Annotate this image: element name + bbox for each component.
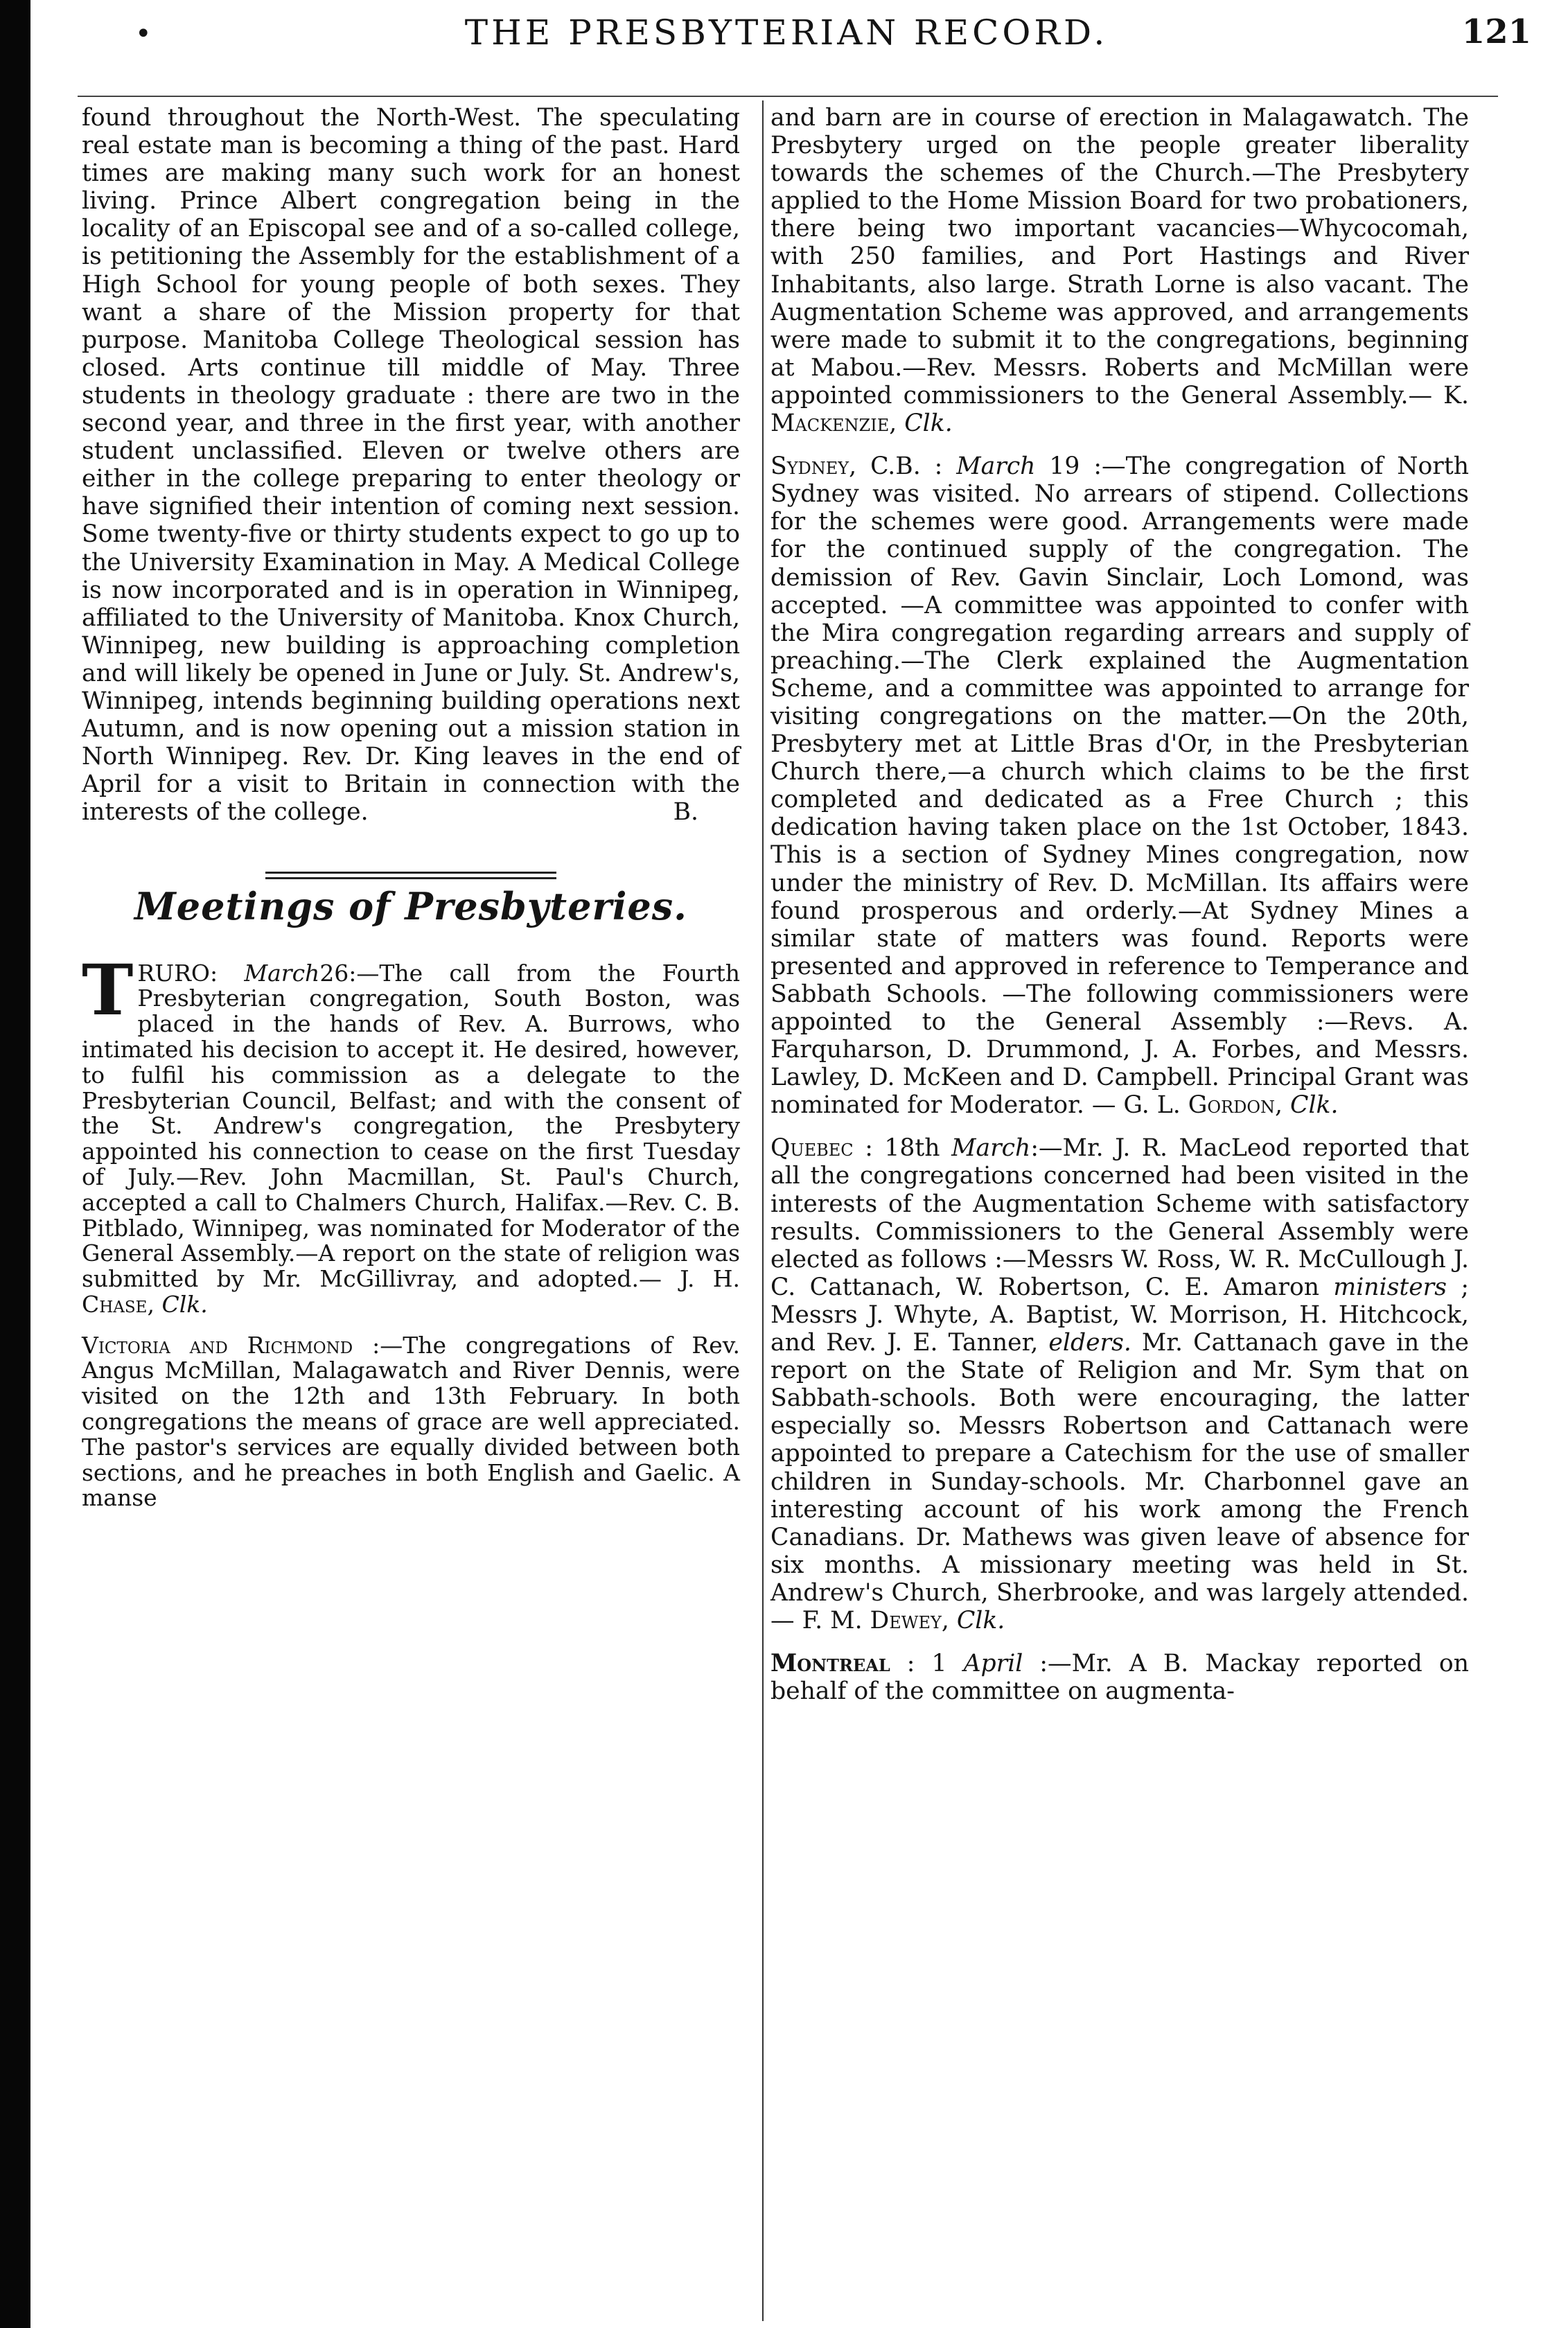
quebec-entry [770, 1134, 1469, 1634]
victoria-clerk-title: Clk. [904, 409, 953, 438]
victoria-continued-text: and barn are in course of erection in Malagawatch. The Presbytery urged on the people greater liberality towards the schemes of the Church.—The Presbytery applied to the Home Mission Board for two probationers, there being two important vacancies—Whycocomah, with 250 families, and Port Hastings and River Inhabitants, also large. Strath Lorne is also vacant. The Augmentation Scheme was approved, and arrangements were made to submit it to the congregations, beginning at Mabou.—Rev. Messrs. Roberts and McMillan were appointed commissioners to the General Assembly.— [770, 104, 1469, 409]
montreal-text: :—Mr. A B. Mackay reported on behalf of the committee on augmenta- [770, 1650, 1469, 1706]
quebec-text-a: :—Mr. J. R. MacLeod reported that all the congregations concerned had been visited in the interests of the Augmentation Scheme with satisfactory results. Commissioners to the General Assembly were elected as follows :—Messrs W. Ross, W. R. McCullough J. C. Cattanach, W. Robertson, C. E. Amaron [770, 1134, 1470, 1301]
column-divider [762, 100, 764, 2321]
left-column [82, 104, 740, 1511]
drop-cap: T [82, 949, 134, 1031]
report-signature: B. [673, 798, 698, 827]
quebec-text-c: Mr. Cattanach gave in the report on the State of Religion and Mr. Sym that on Sabbath-schools. Both were encouraging, the latter especially so. Messrs Robertson and Cattanach were appointed to prepare a Catechism for the use of smaller children in Sunday-schools. Mr. Charbonnel gave an interesting account of his work among the French Canadians. Dr. Mathews was given leave of absence for six months. A missionary meeting was held in St. Andrew's Church, Sherbrooke, and was largely attended.— [770, 1329, 1469, 1634]
victoria-clerk: K. Mackenzie, [770, 381, 1469, 438]
truro-clerk-title: Clk. [161, 1290, 208, 1318]
northwest-report-text: found throughout the North-West. The speculating real estate man is becoming a thing of the past. Hard times are making many such work for an honest living. Prince Albert congregation being in the locality of an Episcopal see and of a so-called college, is petitioning the Assembly for the establishment of a High School for young people of both sexes. They want a share of the Mission property for that purpose. Manitoba College Theological session has closed. Arts continue till middle of May. Three students in theology graduate : there are two in the second year, and three in the first year, with another student unclassified. Eleven or twelve others are either in the college preparing to enter theology or have signified their intention of coming next session. Some twenty-five or thirty students expect to go up to the University Examination in May. A Medical College is now incorporated and is in operation in Winnipeg, affiliated to the University of Manitoba. Knox Church, Winnipeg, new building is approaching completion and will likely be opened in June or July. St. Andrew's, Winnipeg, intends beginning building operations next Autumn, and is now opening out a mission station in North Winnipeg. Rev. Dr. King leaves in the end of April for a visit to Britain in connection with the interests of the college. [82, 104, 740, 827]
truro-text: 26:—The call from the Fourth Presbyterian congregation, South Boston, was placed in the hands of Rev. A. Burrows, who intimated his decision to accept it. He desired, however, to fulfil his commission as a delegate to the Presbyterian Council, Belfast; and with the consent of the St. Andrew's congregation, the Presbytery appointed his connection to cease on the first Tuesday of July.—Rev. John Macmillan, St. Paul's Church, accepted a call to Chalmers Church, Halifax.—Rev. C. B. Pitblado, Winnipeg, was nominated for Moderator of the General Assembly.—A report on the state of religion was submitted by Mr. McGillivray, and adopted.— [82, 959, 740, 1293]
montreal-date-prefix: : 1 [906, 1650, 947, 1678]
right-column [770, 104, 1469, 1705]
truro-place: RURO: [137, 959, 218, 987]
running-title: THE PRESBYTERIAN RECORD. [464, 12, 1109, 53]
quebec-place: Quebec [770, 1134, 854, 1163]
northwest-report [82, 104, 740, 826]
sydney-place-suffix: , C.B. : [849, 452, 943, 481]
scan-edge-shadow [0, 0, 30, 2328]
quebec-date: March [951, 1134, 1031, 1163]
truro-clerk: J. H. Chase, [82, 1265, 741, 1318]
quebec-ministers: ministers [1333, 1273, 1447, 1301]
sydney-place: Sydney [770, 452, 849, 481]
sydney-clerk: G. L. Gordon, [1123, 1091, 1283, 1120]
section-heading: Meetings of Presbyteries. [134, 884, 687, 929]
quebec-text-b: ; Messrs J. Whyte, A. Baptist, W. Morrison, H. Hitchcock, and Rev. J. E. Tanner, [770, 1273, 1469, 1357]
montreal-date: April [963, 1650, 1023, 1678]
truro-date: March [244, 959, 320, 987]
ornament-rule [265, 869, 556, 883]
quebec-clerk: F. M. Dewey, [802, 1606, 949, 1634]
sydney-entry [770, 452, 1469, 1119]
sydney-clerk-title: Clk. [1290, 1091, 1339, 1120]
quebec-date-prefix: : 18th [865, 1134, 940, 1163]
sydney-date: March [956, 452, 1036, 481]
header-rule [78, 96, 1498, 97]
quebec-clerk-title: Clk. [956, 1606, 1005, 1634]
sydney-text: 19 :—The congregation of North Sydney was visited. No arrears of stipend. Collections for the schemes were good. Arrangements were made for the continued supply of the congregation. The demission of Rev. Gavin Sinclair, Loch Lomond, was accepted. —A committee was appointed to confer with the Mira congregation regarding arrears and supply of preaching.—The Clerk explained the Augmentation Scheme, and a committee was appointed to arrange for visiting congregations on the matter.—On the 20th, Presbytery met at Little Bras d'Or, in the Presbyterian Church there,—a church which claims to be the first completed and dedicated as a Free Church ; this dedication having taken place on the 1st October, 1843. This is a section of Sydney Mines congregation, now under the ministry of Rev. D. McMillan. Its affairs were found prosperous and orderly.—At Sydney Mines a similar state of matters was found. Reports were presented and approved in reference to Temperance and Sabbath Schools. —The following commissioners were appointed to the General Assembly :—Revs. A. Farquharson, D. Drummond, J. A. Forbes, and Messrs. Lawley, D. McKeen and D. Campbell. Principal Grant was nominated for Moderator. — [770, 452, 1469, 1120]
page-number: 121 [1461, 12, 1531, 51]
truro-entry [82, 949, 741, 1318]
victoria-continued [770, 104, 1469, 437]
victoria-entry [82, 1333, 740, 1512]
montreal-place: Montreal [770, 1650, 890, 1678]
header-dot: • [135, 18, 152, 50]
page-header [42, 6, 1531, 61]
victoria-place: Victoria and Richmond [82, 1331, 353, 1359]
section-heading-block [82, 869, 740, 929]
victoria-text: :—The congregations of Rev. Angus McMillan, Malagawatch and River Dennis, were visited on the 12th and 13th February. In both congregations the means of grace are well appreciated. The pastor's services are equally divided between both sections, and he preaches in both English and Gaelic. A manse [82, 1331, 740, 1512]
montreal-entry [770, 1650, 1469, 1705]
quebec-elders: elders. [1048, 1329, 1131, 1357]
